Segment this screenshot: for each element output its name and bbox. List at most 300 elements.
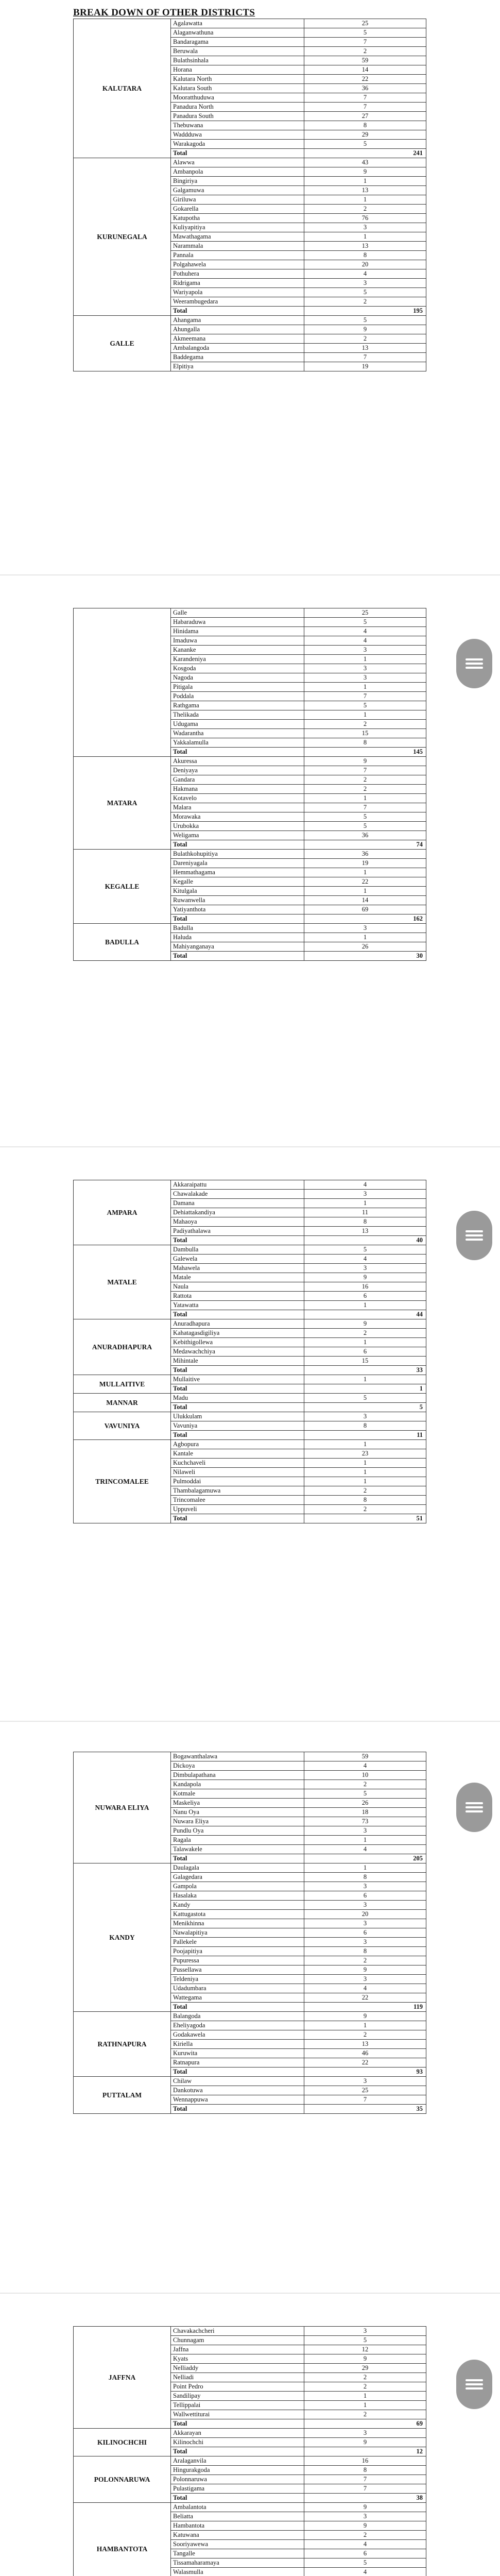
place-name: Nanu Oya xyxy=(171,1808,304,1817)
place-name: Pulmoddai xyxy=(171,1477,304,1486)
place-count: 2 xyxy=(304,785,426,794)
place-count: 1 xyxy=(304,655,426,664)
table-row xyxy=(74,1863,426,1873)
place-count: 36 xyxy=(304,850,426,859)
place-count: 2 xyxy=(304,1329,426,1338)
place-count: 2 xyxy=(304,720,426,729)
table-row xyxy=(74,1180,426,1190)
district-name: AMPARA xyxy=(74,1180,171,1245)
place-count: 5 xyxy=(304,812,426,822)
total-label: Total xyxy=(171,1403,304,1412)
place-name: Kandapola xyxy=(171,1780,304,1789)
place-name: Pitigala xyxy=(171,683,304,692)
place-name: Wariyapola xyxy=(171,288,304,297)
place-name: Pussellawa xyxy=(171,1965,304,1975)
place-name: Kilinochchi xyxy=(171,2438,304,2447)
place-name: Hambantota xyxy=(171,2521,304,2531)
place-name: Galle xyxy=(171,608,304,618)
district-name: RATHNAPURA xyxy=(74,2012,171,2077)
place-count: 1 xyxy=(304,794,426,803)
place-name: Mullaitive xyxy=(171,1375,304,1384)
total-label: Total xyxy=(171,2105,304,2114)
district-total: 30 xyxy=(304,952,426,961)
table-row xyxy=(74,1375,426,1384)
place-count: 5 xyxy=(304,1789,426,1799)
place-name: Ridrigama xyxy=(171,279,304,288)
total-label: Total xyxy=(171,1236,304,1245)
place-count: 6 xyxy=(304,1292,426,1301)
place-name: Chunnagam xyxy=(171,2336,304,2345)
place-count: 7 xyxy=(304,766,426,775)
place-name: Damana xyxy=(171,1199,304,1208)
place-name: Gampola xyxy=(171,1882,304,1891)
table-row xyxy=(74,2456,426,2466)
district-total: 195 xyxy=(304,307,426,316)
place-name: Thebuwana xyxy=(171,121,304,130)
page-divider xyxy=(0,2293,500,2294)
district-total: 40 xyxy=(304,1236,426,1245)
district-table xyxy=(73,608,426,961)
place-count: 3 xyxy=(304,279,426,288)
place-count: 19 xyxy=(304,859,426,868)
table-row xyxy=(74,924,426,933)
place-name: Urubokka xyxy=(171,822,304,831)
district-name: NUWARA ELIYA xyxy=(74,1752,171,1863)
district-table xyxy=(73,1752,426,2114)
place-count: 1 xyxy=(304,2401,426,2410)
district-name: PUTTALAM xyxy=(74,2077,171,2114)
place-name: Katuwana xyxy=(171,2531,304,2540)
hamburger-menu-icon[interactable] xyxy=(456,2360,492,2409)
district-total: 93 xyxy=(304,2067,426,2077)
place-count: 7 xyxy=(304,692,426,701)
table-row xyxy=(74,19,426,28)
place-name: Narammala xyxy=(171,242,304,251)
place-name: Malara xyxy=(171,803,304,812)
table-row xyxy=(74,2429,426,2438)
place-name: Point Pedro xyxy=(171,2382,304,2392)
place-name: Galagedara xyxy=(171,1873,304,1882)
place-count: 26 xyxy=(304,1799,426,1808)
place-count: 22 xyxy=(304,1993,426,2003)
place-count: 5 xyxy=(304,2336,426,2345)
place-name: Hemmathagama xyxy=(171,868,304,877)
place-name: Kuliyapitiya xyxy=(171,223,304,232)
place-count: 3 xyxy=(304,924,426,933)
place-name: Weerambugedara xyxy=(171,297,304,307)
place-count: 4 xyxy=(304,1984,426,1993)
district-name: KALUTARA xyxy=(74,19,171,158)
place-name: Bogawanthalawa xyxy=(171,1752,304,1761)
place-name: Jaffna xyxy=(171,2345,304,2354)
place-count: 8 xyxy=(304,1496,426,1505)
place-count: 2 xyxy=(304,1780,426,1789)
place-name: Polonnaruwa xyxy=(171,2475,304,2484)
place-name: Kuchchaveli xyxy=(171,1459,304,1468)
place-count: 9 xyxy=(304,167,426,177)
table-row xyxy=(74,158,426,167)
table-row xyxy=(74,757,426,766)
total-label: Total xyxy=(171,307,304,316)
place-name: Naula xyxy=(171,1282,304,1292)
place-name: Menikhinna xyxy=(171,1919,304,1928)
place-name: Poojapitiya xyxy=(171,1947,304,1956)
district-total: 44 xyxy=(304,1310,426,1319)
place-name: Wallwettiturai xyxy=(171,2410,304,2419)
place-count: 7 xyxy=(304,803,426,812)
place-count: 3 xyxy=(304,646,426,655)
place-name: Kiriella xyxy=(171,2040,304,2049)
place-count: 1 xyxy=(304,868,426,877)
place-name: Kananke xyxy=(171,646,304,655)
place-name: Badulla xyxy=(171,924,304,933)
place-count: 1 xyxy=(304,1477,426,1486)
place-count: 4 xyxy=(304,627,426,636)
place-count: 59 xyxy=(304,1752,426,1761)
district-total: 119 xyxy=(304,2003,426,2012)
place-count: 13 xyxy=(304,344,426,353)
place-count: 3 xyxy=(304,223,426,232)
place-name: Panadura South xyxy=(171,112,304,121)
place-count: 7 xyxy=(304,2484,426,2494)
place-name: Wattegama xyxy=(171,1993,304,2003)
place-name: Panadura North xyxy=(171,103,304,112)
place-count: 25 xyxy=(304,2086,426,2095)
hamburger-menu-icon[interactable] xyxy=(456,1783,492,1832)
district-total: 51 xyxy=(304,1514,426,1523)
place-count: 20 xyxy=(304,260,426,269)
district-total: 1 xyxy=(304,1384,426,1394)
place-count: 14 xyxy=(304,896,426,905)
place-count: 6 xyxy=(304,2549,426,2558)
place-count: 73 xyxy=(304,1817,426,1826)
place-name: Nawalapitiya xyxy=(171,1928,304,1938)
total-label: Total xyxy=(171,2419,304,2429)
table-row xyxy=(74,1245,426,1255)
total-label: Total xyxy=(171,914,304,924)
place-name: Eheliyagoda xyxy=(171,2021,304,2030)
place-count: 2 xyxy=(304,775,426,785)
total-label: Total xyxy=(171,2003,304,2012)
district-name: KANDY xyxy=(74,1863,171,2012)
place-name: Matale xyxy=(171,1273,304,1282)
total-label: Total xyxy=(171,1384,304,1394)
place-count: 3 xyxy=(304,1190,426,1199)
district-name: KEGALLE xyxy=(74,850,171,924)
place-count: 20 xyxy=(304,1910,426,1919)
district-total: 33 xyxy=(304,1366,426,1375)
place-count: 3 xyxy=(304,2327,426,2336)
place-name: Ratnapura xyxy=(171,2058,304,2067)
hamburger-menu-icon[interactable] xyxy=(456,1211,492,1260)
place-count: 22 xyxy=(304,2058,426,2067)
place-name: Pulastigama xyxy=(171,2484,304,2494)
page-divider xyxy=(0,1721,500,1722)
place-name: Chilaw xyxy=(171,2077,304,2086)
place-name: Yatiyanthota xyxy=(171,905,304,914)
place-count: 4 xyxy=(304,2568,426,2576)
place-name: Sooriyawewa xyxy=(171,2540,304,2549)
place-count: 1 xyxy=(304,232,426,242)
place-name: Wennappuwa xyxy=(171,2095,304,2105)
place-count: 5 xyxy=(304,822,426,831)
place-name: Chavakachcheri xyxy=(171,2327,304,2336)
place-count: 26 xyxy=(304,942,426,952)
place-name: Kegalle xyxy=(171,877,304,887)
district-name: KILINOCHCHI xyxy=(74,2429,171,2456)
place-count: 19 xyxy=(304,362,426,371)
table-row xyxy=(74,1440,426,1449)
place-count: 5 xyxy=(304,1245,426,1255)
place-count: 15 xyxy=(304,729,426,738)
district-table xyxy=(73,19,426,371)
place-count: 22 xyxy=(304,877,426,887)
place-name: Bulathsinhala xyxy=(171,56,304,65)
place-name: Kotmale xyxy=(171,1789,304,1799)
hamburger-menu-icon[interactable] xyxy=(456,639,492,688)
place-count: 7 xyxy=(304,2095,426,2105)
total-label: Total xyxy=(171,1514,304,1523)
place-count: 1 xyxy=(304,1863,426,1873)
place-count: 7 xyxy=(304,103,426,112)
place-count: 1 xyxy=(304,177,426,186)
place-name: Medawachchiya xyxy=(171,1347,304,1357)
total-label: Total xyxy=(171,1310,304,1319)
place-count: 23 xyxy=(304,1449,426,1459)
place-name: Tangalle xyxy=(171,2549,304,2558)
place-count: 2 xyxy=(304,1505,426,1514)
place-count: 3 xyxy=(304,2512,426,2521)
place-name: Mawathagama xyxy=(171,232,304,242)
page-divider xyxy=(0,1146,500,1147)
place-count: 1 xyxy=(304,1468,426,1477)
place-name: Kitulgala xyxy=(171,887,304,896)
place-count: 9 xyxy=(304,2012,426,2021)
place-count: 13 xyxy=(304,1227,426,1236)
place-count: 2 xyxy=(304,2030,426,2040)
place-name: Gokarella xyxy=(171,205,304,214)
place-name: Hingurakgoda xyxy=(171,2466,304,2475)
place-name: Rattota xyxy=(171,1292,304,1301)
district-name: VAVUNIYA xyxy=(74,1412,171,1440)
place-name: Bulathkohupitiya xyxy=(171,850,304,859)
table-row xyxy=(74,1319,426,1329)
place-count: 29 xyxy=(304,130,426,140)
place-count: 9 xyxy=(304,2438,426,2447)
place-name: Sandilipay xyxy=(171,2392,304,2401)
place-count: 9 xyxy=(304,1273,426,1282)
table-row xyxy=(74,2012,426,2021)
place-name: Kandy xyxy=(171,1901,304,1910)
place-count: 5 xyxy=(304,316,426,325)
place-name: Kotavelo xyxy=(171,794,304,803)
place-count: 9 xyxy=(304,2503,426,2512)
place-count: 4 xyxy=(304,1845,426,1854)
place-name: Beliatta xyxy=(171,2512,304,2521)
place-name: Karandeniya xyxy=(171,655,304,664)
place-count: 3 xyxy=(304,2077,426,2086)
place-name: Chawalakade xyxy=(171,1190,304,1199)
place-name: Kyats xyxy=(171,2354,304,2364)
place-name: Hinidama xyxy=(171,627,304,636)
place-count: 16 xyxy=(304,1282,426,1292)
place-count: 3 xyxy=(304,1264,426,1273)
place-count: 3 xyxy=(304,1412,426,1421)
district-total: 12 xyxy=(304,2447,426,2456)
place-name: Yatawatta xyxy=(171,1301,304,1310)
district-total: 38 xyxy=(304,2494,426,2503)
place-count: 7 xyxy=(304,38,426,47)
place-count: 9 xyxy=(304,757,426,766)
place-name: Beruwala xyxy=(171,47,304,56)
place-name: Gandara xyxy=(171,775,304,785)
table-row xyxy=(74,2503,426,2512)
place-name: Padiyathalawa xyxy=(171,1227,304,1236)
place-name: Hakmana xyxy=(171,785,304,794)
place-name: Aralaganvila xyxy=(171,2456,304,2466)
place-name: Balangoda xyxy=(171,2012,304,2021)
document-heading: BREAK DOWN OF OTHER DISTRICTS xyxy=(73,7,255,18)
place-name: Giriluwa xyxy=(171,195,304,205)
place-count: 9 xyxy=(304,325,426,334)
place-name: Nuwara Eliya xyxy=(171,1817,304,1826)
place-name: Alawwa xyxy=(171,158,304,167)
place-name: Pundlu Oya xyxy=(171,1826,304,1836)
total-label: Total xyxy=(171,1431,304,1440)
place-count: 76 xyxy=(304,214,426,223)
place-name: Walasmulla xyxy=(171,2568,304,2576)
place-name: Ambanpola xyxy=(171,167,304,177)
district-total: 241 xyxy=(304,149,426,158)
place-name: Udadumbara xyxy=(171,1984,304,1993)
place-count: 18 xyxy=(304,1808,426,1817)
place-name: Anuradhapura xyxy=(171,1319,304,1329)
place-name: Kosgoda xyxy=(171,664,304,673)
place-count: 8 xyxy=(304,1947,426,1956)
district-total: 5 xyxy=(304,1403,426,1412)
district-name: GALLE xyxy=(74,316,171,371)
place-count: 5 xyxy=(304,28,426,38)
place-name: Dehiattakandiya xyxy=(171,1208,304,1217)
place-name: Dareniyagala xyxy=(171,859,304,868)
place-name: Trincomalee xyxy=(171,1496,304,1505)
place-name: Alaganwathuna xyxy=(171,28,304,38)
place-count: 1 xyxy=(304,683,426,692)
place-name: Udugama xyxy=(171,720,304,729)
district-total: 205 xyxy=(304,1854,426,1863)
place-name: Vavuniya xyxy=(171,1421,304,1431)
place-name: Nelliaddy xyxy=(171,2364,304,2373)
place-count: 9 xyxy=(304,2354,426,2364)
place-count: 15 xyxy=(304,1357,426,1366)
place-count: 1 xyxy=(304,1836,426,1845)
place-name: Kalutara South xyxy=(171,84,304,93)
place-name: Hasalaka xyxy=(171,1891,304,1901)
place-name: Kattugastota xyxy=(171,1910,304,1919)
place-name: Warakagoda xyxy=(171,140,304,149)
place-name: Galewela xyxy=(171,1255,304,1264)
place-count: 5 xyxy=(304,701,426,710)
place-name: Akkarayan xyxy=(171,2429,304,2438)
place-name: Galgamuwa xyxy=(171,186,304,195)
district-name: KURUNEGALA xyxy=(74,158,171,316)
table-row xyxy=(74,1752,426,1761)
place-name: Pannala xyxy=(171,251,304,260)
place-count: 1 xyxy=(304,2021,426,2030)
place-count: 11 xyxy=(304,1208,426,1217)
place-name: Akkaraipattu xyxy=(171,1180,304,1190)
district-name: MULLAITIVE xyxy=(74,1375,171,1394)
place-name: Ambalangoda xyxy=(171,344,304,353)
place-count: 4 xyxy=(304,1761,426,1771)
place-name: Dickoya xyxy=(171,1761,304,1771)
place-name: Agbopura xyxy=(171,1440,304,1449)
place-count: 8 xyxy=(304,1873,426,1882)
place-count: 46 xyxy=(304,2049,426,2058)
place-count: 5 xyxy=(304,140,426,149)
page-divider xyxy=(0,574,500,575)
place-count: 1 xyxy=(304,2392,426,2401)
place-count: 8 xyxy=(304,251,426,260)
place-name: Polgahawela xyxy=(171,260,304,269)
place-count: 1 xyxy=(304,887,426,896)
table-row xyxy=(74,1412,426,1421)
place-name: Daulagala xyxy=(171,1863,304,1873)
place-name: Kahatagasdigiliya xyxy=(171,1329,304,1338)
district-name: HAMBANTOTA xyxy=(74,2503,171,2576)
place-count: 3 xyxy=(304,1975,426,1984)
place-count: 2 xyxy=(304,47,426,56)
place-name: Pothuhera xyxy=(171,269,304,279)
place-name: Kebithigollewa xyxy=(171,1338,304,1347)
district-name: POLONNARUWA xyxy=(74,2456,171,2503)
place-count: 3 xyxy=(304,673,426,683)
place-name: Madu xyxy=(171,1394,304,1403)
place-count: 2 xyxy=(304,297,426,307)
place-name: Deniyaya xyxy=(171,766,304,775)
place-name: Poddala xyxy=(171,692,304,701)
place-name: Mihintale xyxy=(171,1357,304,1366)
district-name: MANNAR xyxy=(74,1394,171,1412)
total-label: Total xyxy=(171,748,304,757)
place-name: Morawaka xyxy=(171,812,304,822)
place-count: 1 xyxy=(304,195,426,205)
place-count: 4 xyxy=(304,1180,426,1190)
place-count: 69 xyxy=(304,905,426,914)
district-name: JAFFNA xyxy=(74,2327,171,2429)
district-name xyxy=(74,608,171,757)
place-name: Mooratthuduwa xyxy=(171,93,304,103)
place-name: Dankotuwa xyxy=(171,2086,304,2095)
place-count: 9 xyxy=(304,1965,426,1975)
place-count: 4 xyxy=(304,269,426,279)
place-count: 6 xyxy=(304,1928,426,1938)
place-name: Uppuveli xyxy=(171,1505,304,1514)
place-name: Wadarantha xyxy=(171,729,304,738)
place-count: 3 xyxy=(304,1938,426,1947)
place-count: 16 xyxy=(304,2456,426,2466)
place-count: 1 xyxy=(304,1375,426,1384)
place-name: Horana xyxy=(171,65,304,75)
place-count: 4 xyxy=(304,1255,426,1264)
place-count: 2 xyxy=(304,1486,426,1496)
place-name: Thambalagamuwa xyxy=(171,1486,304,1496)
place-name: Mahiyanganaya xyxy=(171,942,304,952)
place-name: Ahungalla xyxy=(171,325,304,334)
place-count: 2 xyxy=(304,2382,426,2392)
place-count: 2 xyxy=(304,2373,426,2382)
district-total: 69 xyxy=(304,2419,426,2429)
